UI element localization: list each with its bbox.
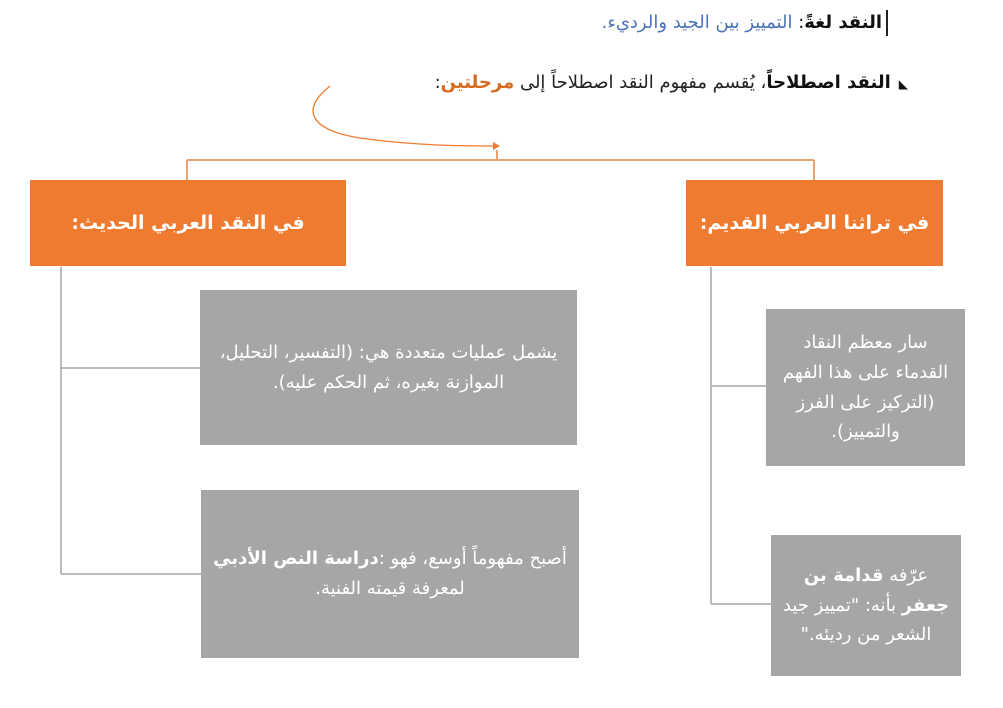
qudama-name: قدامة بن جعفر xyxy=(803,564,950,616)
literary-text-study: دراسة النص الأدبي xyxy=(213,548,379,570)
ancient-item-2-rest: بأنه: "تمييز جيد الشعر من رديئه." xyxy=(782,594,932,646)
modern-item-2-rest: لمعرفة قيمته الفنية. xyxy=(315,578,465,599)
ancient-item-1-box xyxy=(766,309,965,466)
modern-criticism-box xyxy=(30,180,346,266)
modern-item-2-prefix: أصبح مفهوماً أوسع، فهو : xyxy=(378,548,567,570)
ancient-item-2-prefix: عرّفه xyxy=(883,564,929,586)
linguistic-term: النقد لغةً xyxy=(804,12,882,33)
bullet-triangle-icon: ◣ xyxy=(898,77,908,91)
definition-linguistic xyxy=(602,10,888,36)
ancient-item-2-text xyxy=(781,561,951,650)
stages-word: مرحلتين xyxy=(440,72,515,93)
modern-item-2-box xyxy=(201,490,579,658)
modern-item-2-text xyxy=(211,544,569,603)
technical-colon: : xyxy=(434,72,441,93)
modern-criticism-title: في النقد العربي الحديث: xyxy=(71,212,305,234)
modern-item-1-text: يشمل عمليات متعددة هي: (التفسير، التحليل، الموازنة بغيره، ثم الحكم عليه). xyxy=(219,341,558,393)
linguistic-colon: : xyxy=(798,12,805,33)
ancient-item-2-box xyxy=(771,535,961,676)
technical-term: النقد اصطلاحاً xyxy=(766,72,891,93)
definition-technical xyxy=(435,72,908,93)
linguistic-definition: التمييز بين الجيد والرديء. xyxy=(601,12,799,33)
ancient-heritage-title: في تراثنا العربي القديم: xyxy=(699,212,930,234)
text-cursor-bar xyxy=(886,10,888,36)
ancient-item-1-text: سار معظم النقاد القدماء على هذا الفهم (التركيز على الفرز والتمييز). xyxy=(782,332,949,443)
curved-arrow-head xyxy=(493,142,500,150)
ancient-heritage-box xyxy=(686,180,943,266)
technical-text: ، يُقسم مفهوم النقد اصطلاحاً إلى xyxy=(514,72,767,93)
modern-item-1-box xyxy=(200,290,577,445)
curved-arrow xyxy=(313,86,493,146)
